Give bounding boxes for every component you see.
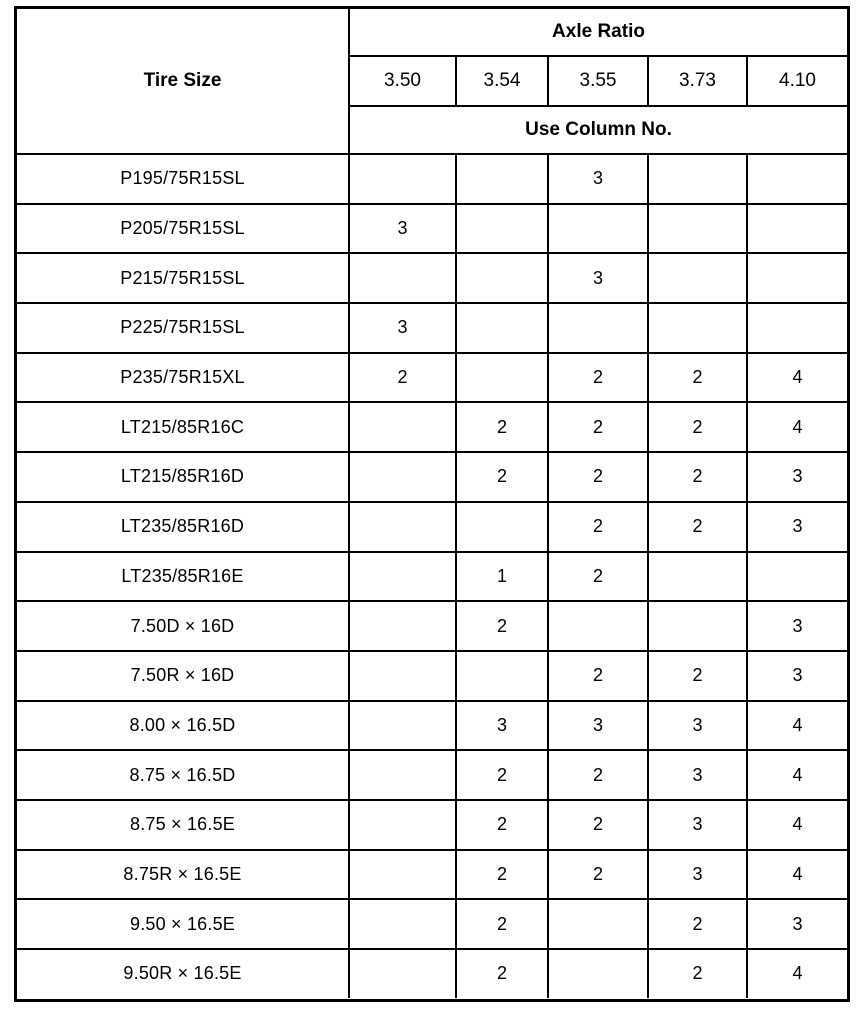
column-number-cell: 2: [648, 949, 747, 998]
column-number-cell: 3: [548, 154, 648, 204]
column-number-cell: [648, 303, 747, 353]
table-row: [17, 154, 847, 204]
column-number-cell: [548, 949, 648, 998]
tire-axle-ratio-table: [17, 9, 847, 998]
tire-size-cell: LT235/85R16E: [17, 552, 349, 602]
column-number-cell: [349, 949, 456, 998]
column-number-cell: [349, 701, 456, 751]
tire-size-cell: 7.50R × 16D: [17, 651, 349, 701]
column-number-cell: [548, 204, 648, 254]
column-number-cell: 2: [456, 899, 548, 949]
column-number-cell: [648, 552, 747, 602]
table-row: [17, 303, 847, 353]
column-number-cell: 3: [747, 651, 847, 701]
column-number-cell: [456, 253, 548, 303]
table-row: [17, 502, 847, 552]
column-number-cell: [648, 204, 747, 254]
table-row: [17, 701, 847, 751]
table-row: [17, 899, 847, 949]
column-number-cell: [349, 601, 456, 651]
ratio-header-cell: 3.54: [456, 56, 548, 106]
column-number-cell: 2: [349, 353, 456, 403]
column-number-cell: [349, 402, 456, 452]
column-number-cell: 3: [747, 601, 847, 651]
ratio-header-cell: 3.50: [349, 56, 456, 106]
column-number-cell: 3: [747, 899, 847, 949]
table-body: [17, 154, 847, 998]
tire-size-header: Tire Size: [17, 9, 349, 154]
ratio-header-cell: 4.10: [747, 56, 847, 106]
column-number-cell: 2: [456, 750, 548, 800]
column-number-cell: 2: [456, 949, 548, 998]
column-number-cell: 2: [548, 750, 648, 800]
column-number-cell: 3: [548, 253, 648, 303]
column-number-cell: 2: [456, 800, 548, 850]
tire-size-cell: 8.75R × 16.5E: [17, 850, 349, 900]
table-row: [17, 651, 847, 701]
column-number-cell: [456, 353, 548, 403]
column-number-cell: 2: [548, 800, 648, 850]
table-row: [17, 452, 847, 502]
column-number-cell: 3: [548, 701, 648, 751]
column-number-cell: 2: [548, 651, 648, 701]
column-number-cell: [349, 552, 456, 602]
column-number-cell: [456, 651, 548, 701]
column-number-cell: [456, 204, 548, 254]
column-number-cell: 2: [548, 552, 648, 602]
column-number-cell: [349, 651, 456, 701]
column-number-cell: 4: [747, 402, 847, 452]
column-number-cell: 2: [456, 452, 548, 502]
column-number-cell: [648, 601, 747, 651]
column-number-cell: [747, 253, 847, 303]
axle-ratio-header: Axle Ratio: [349, 9, 847, 56]
column-number-cell: 3: [747, 452, 847, 502]
column-number-cell: 3: [648, 850, 747, 900]
column-number-cell: 2: [648, 651, 747, 701]
ratio-header-cell: 3.73: [648, 56, 747, 106]
tire-size-cell: P195/75R15SL: [17, 154, 349, 204]
tire-size-cell: LT215/85R16C: [17, 402, 349, 452]
column-number-cell: 3: [648, 800, 747, 850]
column-number-cell: 4: [747, 701, 847, 751]
tire-size-cell: 8.75 × 16.5D: [17, 750, 349, 800]
column-number-cell: [456, 502, 548, 552]
tire-size-cell: P225/75R15SL: [17, 303, 349, 353]
column-number-cell: [349, 750, 456, 800]
tire-size-cell: LT215/85R16D: [17, 452, 349, 502]
column-number-cell: 2: [548, 502, 648, 552]
column-number-cell: 4: [747, 949, 847, 998]
column-number-cell: 3: [747, 502, 847, 552]
column-number-cell: 4: [747, 353, 847, 403]
column-number-cell: [456, 154, 548, 204]
column-number-cell: 3: [648, 750, 747, 800]
column-number-cell: [349, 253, 456, 303]
column-number-cell: 4: [747, 750, 847, 800]
column-number-cell: 2: [648, 353, 747, 403]
column-number-cell: [349, 899, 456, 949]
tire-size-cell: 8.00 × 16.5D: [17, 701, 349, 751]
column-number-cell: 4: [747, 850, 847, 900]
column-number-cell: [349, 850, 456, 900]
column-number-cell: 3: [349, 204, 456, 254]
column-number-cell: 3: [648, 701, 747, 751]
column-number-cell: [648, 253, 747, 303]
tire-size-cell: P205/75R15SL: [17, 204, 349, 254]
column-number-cell: [747, 204, 847, 254]
column-number-cell: 2: [456, 402, 548, 452]
tire-size-cell: 7.50D × 16D: [17, 601, 349, 651]
column-number-cell: [548, 899, 648, 949]
column-number-cell: [349, 502, 456, 552]
table-row: [17, 552, 847, 602]
column-number-cell: [349, 154, 456, 204]
table-row: [17, 402, 847, 452]
column-number-cell: 3: [349, 303, 456, 353]
tire-size-cell: P235/75R15XL: [17, 353, 349, 403]
tire-axle-ratio-sheet: [14, 6, 850, 1002]
tire-size-cell: 9.50R × 16.5E: [17, 949, 349, 998]
column-number-cell: 3: [456, 701, 548, 751]
column-number-cell: 2: [648, 502, 747, 552]
column-number-cell: 1: [456, 552, 548, 602]
column-number-cell: [349, 452, 456, 502]
column-number-cell: 4: [747, 800, 847, 850]
table-row: [17, 204, 847, 254]
column-number-cell: 2: [648, 452, 747, 502]
column-number-cell: 2: [548, 353, 648, 403]
column-number-cell: [747, 552, 847, 602]
ratio-header-cell: 3.55: [548, 56, 648, 106]
column-number-cell: [456, 303, 548, 353]
column-number-cell: [747, 303, 847, 353]
table-row: [17, 800, 847, 850]
column-number-cell: [548, 601, 648, 651]
use-column-header: Use Column No.: [349, 106, 847, 154]
table-row: [17, 750, 847, 800]
column-number-cell: [648, 154, 747, 204]
column-number-cell: [548, 303, 648, 353]
table-row: [17, 601, 847, 651]
tire-size-cell: 9.50 × 16.5E: [17, 899, 349, 949]
column-number-cell: 2: [456, 601, 548, 651]
column-number-cell: 2: [548, 850, 648, 900]
table-row: [17, 850, 847, 900]
column-number-cell: 2: [648, 899, 747, 949]
table-row: [17, 253, 847, 303]
tire-size-cell: P215/75R15SL: [17, 253, 349, 303]
tire-size-cell: LT235/85R16D: [17, 502, 349, 552]
column-number-cell: [349, 800, 456, 850]
tire-size-cell: 8.75 × 16.5E: [17, 800, 349, 850]
table-row: [17, 353, 847, 403]
column-number-cell: [747, 154, 847, 204]
column-number-cell: 2: [456, 850, 548, 900]
column-number-cell: 2: [548, 452, 648, 502]
column-number-cell: 2: [648, 402, 747, 452]
column-number-cell: 2: [548, 402, 648, 452]
table-row: [17, 949, 847, 998]
